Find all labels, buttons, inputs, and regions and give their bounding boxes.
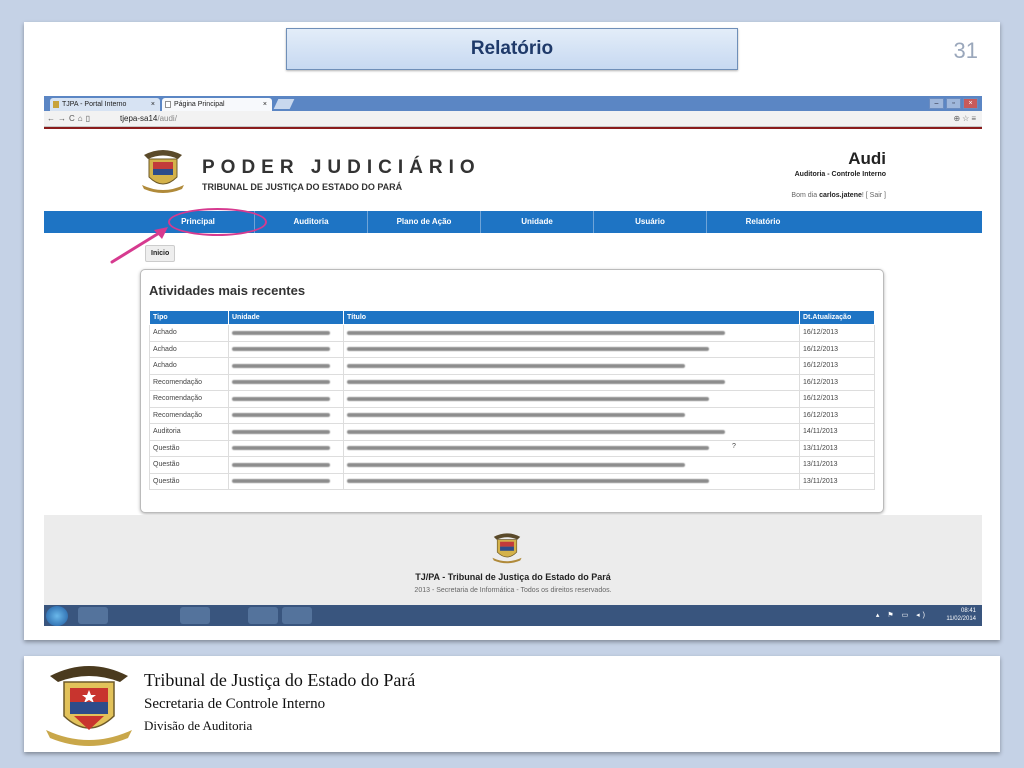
cell-tipo: Achado [150,341,229,358]
tjpa-favicon-icon [53,101,59,108]
cell-data: 16/12/2013 [800,358,875,375]
browser-screenshot [44,96,982,626]
table-row[interactable] [150,374,875,391]
col-tipo[interactable]: Tipo [150,311,229,325]
redacted-bar [347,463,685,467]
redacted-bar [347,380,725,384]
menu-icon[interactable]: ≡ [971,114,978,123]
redacted-bar [232,347,330,351]
slide-number: 31 [953,38,978,63]
breadcrumb[interactable]: Inicio [145,245,175,262]
cell-tipo: Recomendação [150,407,229,424]
cell-mark: ? [732,442,736,450]
cell-data: 16/12/2013 [800,407,875,424]
cell-data: 16/12/2013 [800,325,875,342]
tab-portal-interno[interactable] [50,98,160,111]
start-button[interactable] [46,606,68,626]
cell-tipo: Questão [150,457,229,474]
nav-usuario[interactable]: Usuário [594,211,707,233]
table-row[interactable] [150,341,875,358]
url-field[interactable] [120,111,177,126]
nav-buttons [47,111,93,126]
close-tab-icon[interactable]: × [150,101,155,108]
table-row[interactable] [150,407,875,424]
close-tab-icon[interactable]: × [262,101,267,108]
redacted-bar [232,463,330,467]
tjpa-emblem-icon [140,147,186,195]
cell-unidade-redacted [229,440,344,457]
slide-title: Relatório [286,28,738,70]
cell-tipo: Questão [150,440,229,457]
cell-data: 13/11/2013 [800,457,875,474]
new-tab-button[interactable] [274,99,295,109]
greeting-prefix: Bom dia [791,192,818,199]
highlight-ellipse [168,208,267,236]
restore-icon[interactable]: ▫ [946,98,961,109]
table-row[interactable] [150,440,875,457]
tab-pagina-principal[interactable] [162,98,272,111]
redacted-bar [347,430,725,434]
app-subtitle: Auditoria - Controle Interno [794,171,886,178]
cell-data: 16/12/2013 [800,341,875,358]
table-row[interactable] [150,457,875,474]
col-titulo[interactable]: Título [344,311,800,325]
folder-taskbar-icon[interactable] [214,607,244,624]
cell-unidade-redacted [229,457,344,474]
site-header [44,129,982,211]
redacted-bar [347,364,685,368]
cell-unidade-redacted [229,424,344,441]
user-greeting [791,192,886,199]
org-title: PODER JUDICIÁRIO [202,157,481,178]
table-row[interactable] [150,473,875,490]
main-nav [44,211,982,233]
clock-time: 08:41 [960,608,976,614]
browser-tabbar [44,96,982,111]
department-name: Secretaria de Controle Interno [144,696,326,712]
col-unidade[interactable]: Unidade [229,311,344,325]
redacted-bar [232,413,330,417]
tjpa-crest-icon [44,660,134,750]
word-taskbar-icon[interactable] [248,607,278,624]
activities-table [149,310,875,490]
cell-data: 13/11/2013 [800,440,875,457]
cell-tipo: Questão [150,473,229,490]
redacted-bar [347,479,709,483]
nav-unidade[interactable]: Unidade [481,211,594,233]
cell-unidade-redacted [229,358,344,375]
redacted-bar [347,446,709,450]
cell-titulo-redacted [344,473,800,490]
footer-emblem-icon [491,531,523,565]
col-data[interactable]: Dt.Atualização [800,311,875,325]
redacted-bar [232,446,330,450]
table-row[interactable] [150,358,875,375]
cell-unidade-redacted [229,341,344,358]
tab-label: TJPA - Portal Interno [62,101,127,108]
redacted-bar [232,364,330,368]
reload-icon[interactable]: C [69,114,78,123]
windows-taskbar [44,605,982,626]
window-controls [929,98,978,108]
cell-data: 16/12/2013 [800,374,875,391]
address-bar [44,111,982,127]
cell-unidade-redacted [229,391,344,408]
cell-data: 16/12/2013 [800,391,875,408]
url-path: /audi/ [157,114,177,123]
home-icon[interactable]: ⌂ [77,114,86,123]
table-row[interactable] [150,424,875,441]
clock-date: 11/02/2014 [946,616,976,622]
cell-tipo: Achado [150,325,229,342]
cell-titulo-redacted [344,391,800,408]
cell-titulo-redacted [344,440,800,457]
redacted-bar [232,331,330,335]
minimize-icon[interactable]: – [929,98,944,109]
bookmark-star-icon[interactable]: ☆ [962,114,972,123]
cell-titulo-redacted [344,358,800,375]
chrome-taskbar-icon[interactable] [180,607,210,624]
app-name: Audi [848,149,886,168]
redacted-bar [347,331,725,335]
cell-unidade-redacted [229,325,344,342]
panel-title: Atividades mais recentes [149,283,306,298]
logout-link[interactable]: ! [ Sair ] [861,192,886,199]
slide-footer [24,656,1000,752]
cell-data: 13/11/2013 [800,473,875,490]
cell-unidade-redacted [229,374,344,391]
nav-auditoria[interactable]: Auditoria [255,211,368,233]
clock[interactable] [946,607,976,623]
page-icon: ▯ [85,114,94,123]
user-name: carlos.jatene [819,192,862,199]
cell-titulo-redacted [344,424,800,441]
redacted-bar [232,380,330,384]
cell-tipo: Auditoria [150,424,229,441]
cell-titulo-redacted [344,325,800,342]
cell-tipo: Achado [150,358,229,375]
explorer-taskbar-icon[interactable] [112,607,142,624]
site-footer [44,515,982,609]
nav-plano-de-acao[interactable]: Plano de Ação [368,211,481,233]
redacted-bar [232,397,330,401]
redacted-bar [347,413,685,417]
powerpoint-taskbar-icon[interactable] [282,607,312,624]
cell-titulo-redacted [344,341,800,358]
division-name: Divisão de Auditoria [144,718,253,733]
nav-relatorio[interactable]: Relatório [745,217,781,226]
zoom-icon[interactable]: ⊕ [953,114,963,123]
table-row[interactable] [150,325,875,342]
url-host: tjepa-sa14 [120,114,158,123]
cell-titulo-redacted [344,407,800,424]
ie-taskbar-icon[interactable] [78,607,108,624]
cell-tipo: Recomendação [150,374,229,391]
nav-principal[interactable]: Principal [142,211,255,233]
redacted-bar [347,397,709,401]
slide [24,22,1000,640]
footer-subtitle: 2013 - Secretaria de Informática - Todos os direitos reservados. [414,587,612,594]
redacted-bar [232,430,330,434]
tab-label: Página Principal [174,101,225,108]
back-icon[interactable]: ← [47,114,58,123]
close-window-icon[interactable]: × [963,98,978,109]
media-taskbar-icon[interactable] [146,607,176,624]
table-row[interactable] [150,391,875,408]
cell-unidade-redacted [229,473,344,490]
tray-icons[interactable]: ▴ ⚑ ▭ ◂) [875,612,928,619]
org-subtitle: TRIBUNAL DE JUSTIÇA DO ESTADO DO PARÁ [202,182,403,192]
cell-titulo-redacted [344,457,800,474]
cell-tipo: Recomendação [150,391,229,408]
page-icon [165,101,171,108]
redacted-bar [232,479,330,483]
institution-name: Tribunal de Justiça do Estado do Pará [144,670,416,690]
redacted-bar [347,347,709,351]
cell-unidade-redacted [229,407,344,424]
cell-data: 14/11/2013 [800,424,875,441]
cell-titulo-redacted [344,374,800,391]
recent-activities-panel [140,269,884,513]
footer-title: TJ/PA - Tribunal de Justiça do Estado do Pará [415,572,611,582]
forward-icon[interactable]: → [58,114,69,123]
